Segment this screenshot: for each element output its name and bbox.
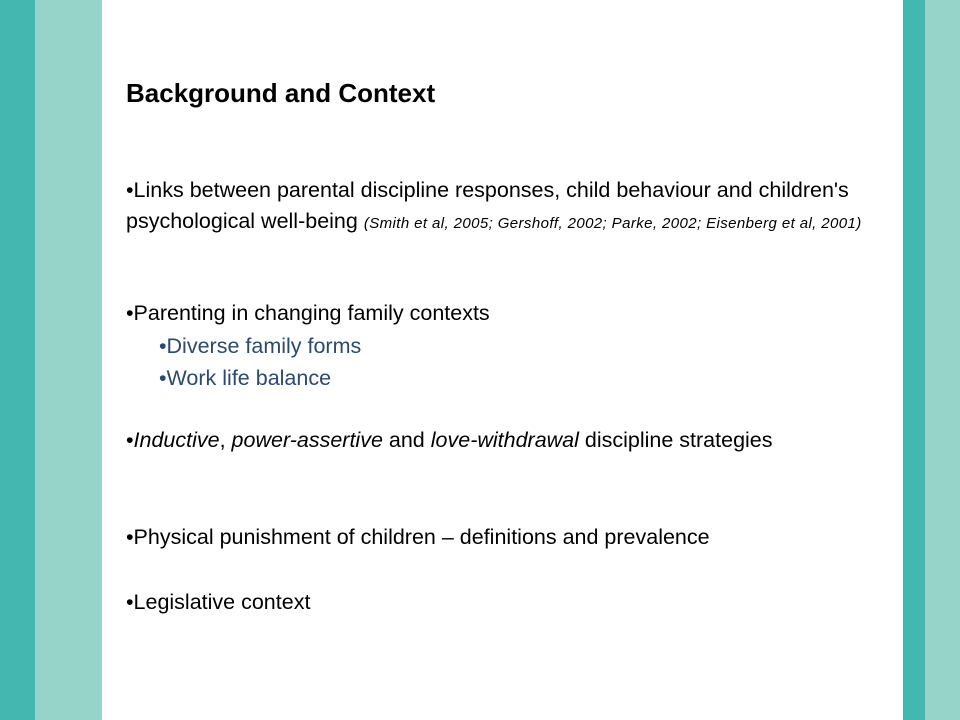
term-power-assertive: power-assertive [231,428,383,452]
separator: and [382,428,431,452]
slide-content [126,0,876,720]
bullet-text: Parenting in changing family contexts [133,301,490,325]
bullet-text: Work life balance [166,366,332,390]
right-stripe-outer [925,0,960,720]
bullet-marker: • [126,525,134,549]
bullet-text: Legislative context [133,590,311,614]
bullet-marker: • [159,366,167,390]
citation: (Smith et al, 2005; Gershoff, 2002; Parke, 2002; Eisenberg et al, 2001) [363,215,862,232]
right-stripe-inner [903,0,925,720]
bullet-discipline-links [126,175,871,239]
left-stripe-outer [0,0,35,720]
bullet-marker: • [126,428,134,452]
term-love-withdrawal: love-withdrawal [430,428,579,452]
bullet-text: discipline strategies [578,428,773,452]
bullet-marker: • [126,301,134,325]
bullet-text: Links between parental discipline responses, child behaviour and children's psychological well-being [126,178,849,233]
term-inductive: Inductive [133,428,220,452]
sub-bullet-work-life [159,363,904,394]
separator: , [219,428,232,452]
slide-title: Background and Context [126,78,436,108]
bullet-text: Physical punishment of children – definitions and prevalence [133,525,710,549]
sub-bullet-family-forms [159,331,904,362]
left-stripe-inner [35,0,102,720]
bullet-parenting-contexts [126,298,871,329]
bullet-legislative-context [126,587,871,618]
bullet-text: Diverse family forms [166,334,362,358]
bullet-marker: • [159,334,167,358]
bullet-marker: • [126,178,134,202]
bullet-marker: • [126,590,134,614]
bullet-discipline-strategies [126,425,871,456]
bullet-physical-punishment [126,522,871,553]
